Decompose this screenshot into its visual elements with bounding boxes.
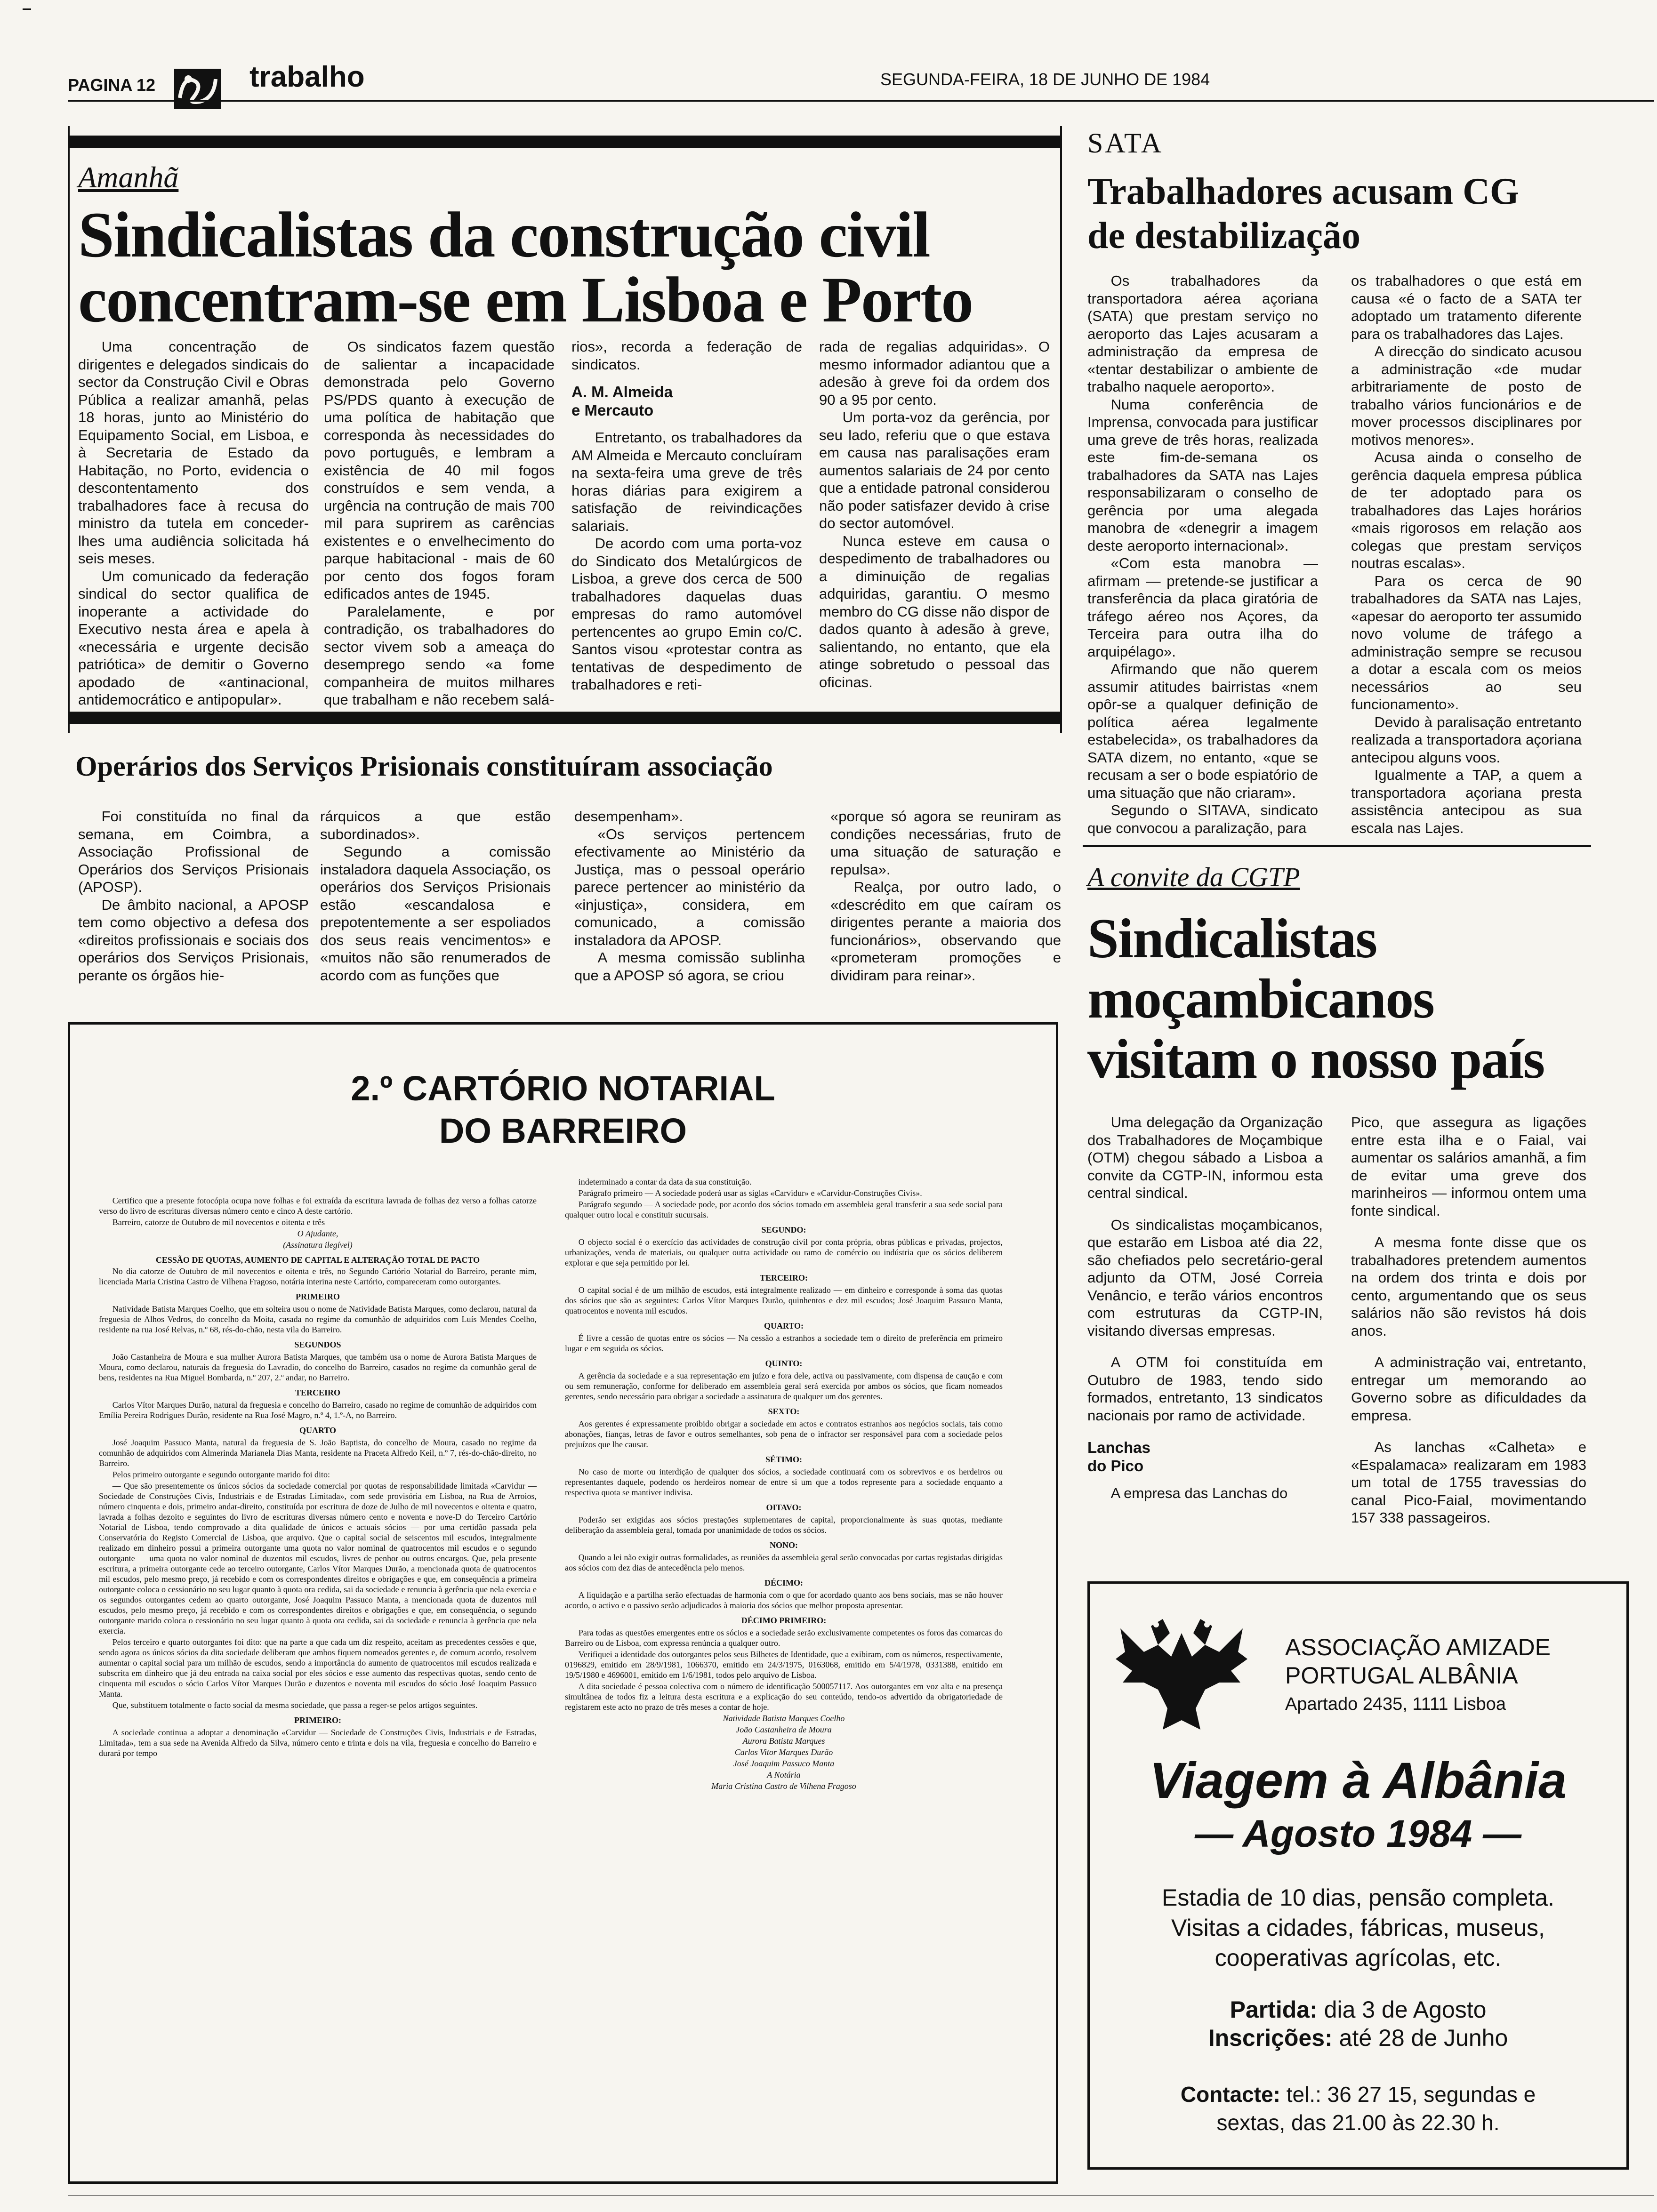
- notary-paragraph: Aurora Batista Marques: [742, 1736, 825, 1746]
- notary-paragraph: DÉCIMO PRIMEIRO:: [741, 1616, 827, 1625]
- main-headline-line-2: concentram-se em Lisboa e Porto: [78, 264, 973, 336]
- notary-paragraph: Aos gerentes é expressamente proibido obrigar a sociedade em actos e contratos estranhos aos negócios sociais, tais como abonações, fianças, letras de favor e outros semelhantes, sob pena de o infractor ser responsável para com a sociedade pelos prejuízos que lhe causar.: [565, 1419, 1003, 1449]
- notary-paragraph: No dia catorze de Outubro de mil novecentos e oitenta e três, no Segundo Cartório Notarial do Barreiro, perante mim, licenciada Maria Cristina Castro de Vilhena Fragoso, notária interina neste Cartório, compareceram como outorgantes.: [99, 1266, 537, 1286]
- prison-col-3: desempenham». «Os serviços pertencem efectivamente ao Ministério da Justiça, mas o pessoal operário parece pertencer ao ministério da «injustiça», considera, em comunicado, a comissão instaladora da APOSP. A mesma comissão sublinha que a APOSP só agora, se criou: [574, 808, 805, 984]
- prison-article-headline: Operários dos Serviços Prisionais constituíram associação: [75, 751, 773, 782]
- header-rule: [68, 100, 1654, 102]
- notary-paragraph: SEXTO:: [768, 1407, 800, 1416]
- notary-paragraph: Pelos terceiro e quarto outorgantes foi dito: que na parte a que cada um diz respeito, aceitam as precedentes cessões e que, sendo agora os únicos sócios da dita sociedade deliberam que ambos fiquem nomeados gerentes e, de comum acordo, resolvem aumentar o capital social para um milhão de escudos, sendo a importância do aumento de quatrocentos mil escudos realizada e subscrita em dinheiro que já deu entrada na caixa social por eles sócios e esse aumento das respectivas quotas, sendo cento de cinquenta mil escudos o sócio Carlos Vítor Marques Durão e duzentos e noventa mil escudos do sócio José Joaquim Passuco Manta.: [99, 1637, 537, 1699]
- notary-paragraph: A liquidação e a partilha serão efectuadas de harmonia com o que for acordado quanto aos bens sociais, mas se não houver acordo, o activo e o passivo serão adjudicados à maioria dos sócios que melhor proposta apresentar.: [565, 1590, 1003, 1610]
- notary-col-1: [99, 1195, 537, 1759]
- section-title: trabalho: [249, 61, 365, 93]
- notary-paragraph: Verifiquei a identidade dos outorgantes pelos seus Bilhetes de Identidade, que a exibiram, com os números, respectivamente, 0196829, emitido em 28/9/1981, 1066370, emitido em 24/3/1975, 0163068, emitido em 5/4/1978, 0331388, emitido em 19/5/1980 e 4696001, emitido em 1/6/1981, todos pelo arquivo de Lisboa.: [565, 1650, 1003, 1680]
- main-article-kicker: Amanhã: [78, 160, 179, 194]
- notary-paragraph: O objecto social é o exercício das actividades de construção civil por conta própria, obras públicas e privadas, projectos, urbanizações, venda de materiais, ou qualquer outra actividade ou ramo de comércio ou indústria que os sócios deliberem explorar e que seja permitido por lei.: [565, 1237, 1003, 1267]
- notary-paragraph: SEGUNDOS: [294, 1340, 341, 1349]
- notary-paragraph: SÉTIMO:: [765, 1455, 802, 1464]
- cgtp-col-1: Uma delegação da Organização dos Trabalhadores de Moçambique (OTM) chegou sábado a Lisboa a convite da CGTP-IN, informou esta central sindical. Os sindicalistas moçambicanos, que estarão em Lisboa até dia 22, são chefiados pelo secretário-geral adjunto da OTM, José Correia Venâncio, e terão vários encontros com estruturas da CGTP-IN, visitando diversas empresas. A OTM foi constituída em Outubro de 1983, tendo sido formados, entretanto, 13 sindicatos nacionais por ramo de actividade. Lanchas do Pico A empresa das Lanchas do: [1087, 1114, 1323, 1501]
- sata-headline: Trabalhadores acusam CG de destabilização: [1087, 171, 1520, 256]
- header-date: SEGUNDA-FEIRA, 18 DE JUNHO DE 1984: [880, 70, 1210, 89]
- ad-headline: Viagem à Albânia: [1149, 1752, 1567, 1809]
- notary-paragraph: TERCEIRO:: [759, 1273, 808, 1282]
- main-article-col-4: rada de regalias adquiridas». O mesmo informador adiantou que a adesão à greve foi da ordem dos 90 a 95 por cento. Um porta-voz da gerência, por seu lado, referiu que o que estava em causa nas paralisações eram aumentos salariais de 24 por cento que a entidade patronal considerou não poder satisfazer devido à crise do sector automóvel. Nunca esteve em causa o despedimento de trabalhadores ou a diminuição de regalias adquiridas, garantiu. O mesmo membro do CG disse não dispor de dados quanto à adesão à greve, salientando, no entanto, que ela atinge sobretudo o pessoal das oficinas.: [819, 338, 1050, 690]
- notary-paragraph: QUINTO:: [765, 1359, 803, 1368]
- notary-paragraph: É livre a cessão de quotas entre os sócios — Na cessão a estranhos a sociedade tem o direito de preferência em primeiro lugar e em seguida os sócios.: [565, 1333, 1003, 1353]
- ad-subheadline: — Agosto 1984 —: [1194, 1812, 1522, 1855]
- cgtp-col-2: Pico, que assegura as ligações entre esta ilha e o Faial, vai aumentar os salários amanhã, a fim de evitar uma greve dos marinheiros — informou ontem uma fonte sindical. A mesma fonte disse que os trabalhadores pretendem aumentos na ordem dos trinta e dois por cento, argumentando que os seus salários não são revistos há dois anos. A administração vai, entretanto, entregar um memorando ao Governo sobre as dificuldades da empresa. As lanchas «Calheta» e «Espalamaca» realizaram em 1983 um total de 1755 travessias do canal Pico-Faial, movimentando 157 338 passageiros.: [1351, 1114, 1586, 1526]
- notary-paragraph: Natividade Batista Marques Coelho, que em solteira usou o nome de Natividade Batista Marques, como declarou, natural da freguesia de Alhos Vedros, do concelho da Moita, casada no regime da comunhão de adquiridos com Luís Mendes Coelho, residente na rua José Relvas, n.º 68, rés-do-chão, nesta vila do Barreiro.: [99, 1304, 537, 1334]
- ad-details: Estadia de 10 dias, pensão completa. Visitas a cidades, fábricas, museus, cooperativas agrícolas, etc.: [1162, 1884, 1554, 1971]
- notary-paragraph: Carlos Vítor Marques Durão, natural da freguesia e concelho do Barreiro, casado no regime de comunhão de adquiridos com Emília Pereira Rodrigues Durão, residente na Rua José Magro, n.º 4, 1.º-A, no Barreiro.: [99, 1400, 537, 1420]
- double-headed-eagle-icon: [1111, 1600, 1252, 1741]
- main-article-col-2: Os sindicatos fazem questão de salientar a incapacidade demonstrada pelo Governo PS/PDS quanto à execução de uma política de habitação que corresponda às necessidades do povo português, e lembram a existência de 40 mil fogos construídos e sem venda, a urgência na contrução de mais 700 mil para suprirem as carências existentes e o envelhecimento do parque habitacional - mais de 60 por cento dos fogos foram edificados antes de 1945. Paralelamente, e por contradição, os trabalhadores do sector vivem sob a ameaça do desemprego sendo «a fome companheira de muitos milhares que trabalham e não recebem salá-: [324, 338, 555, 708]
- ad-address: Apartado 2435, 1111 Lisboa: [1285, 1694, 1506, 1714]
- sata-kicker: SATA: [1087, 128, 1164, 159]
- notary-paragraph: (Assinatura ilegível): [283, 1240, 353, 1250]
- notary-paragraph: Maria Cristina Castro de Vilhena Fragoso: [711, 1781, 856, 1791]
- notary-paragraph: João Castanheira de Moura e sua mulher Aurora Batista Marques, que também usa o nome de Aurora Batista Marques de Moura, como declarou, naturais da freguesia do Lavradio, do concelho do Barreiro, casados no regime da comunhão geral de bens, residentes na Rua Miguel Bombarda, n.º 207, 2.º andar, no Barreiro.: [99, 1352, 537, 1382]
- notary-paragraph: Pelos primeiro outorgante e segundo outorgante marido foi dito:: [112, 1470, 330, 1479]
- notary-paragraph: SEGUNDO:: [761, 1225, 806, 1234]
- notary-paragraph: Certifico que a presente fotocópia ocupa nove folhas e foi extraída da escritura lavrada de folhas dez verso a folhas catorze verso do livro de escrituras diversas número cento e cinco A deste cartório.: [99, 1196, 537, 1216]
- sata-col-1: Os trabalhadores da transportadora aérea açoriana (SATA) que prestam serviço no aeroporto das Lajes acusaram a administração da empresa de «tentar destabilizar o ambiente de trabalho naquele aeroporto». Numa conferência de Imprensa, convocada para justificar uma greve de três horas, realizada este fim-de-semana os trabalhadores da SATA nas Lajes responsabilizaram o conselho de gerência por uma alegada manobra de «denegrir a imagem deste aeroporto internacional». «Com esta manobra — afirmam — pretende-se justificar a transferência da placa giratória de tráfego aéreo nos Açores, da Terceira para outra ilha do arquipélago». Afirmando que não querem assumir atitudes bairristas «nem opôr-se a qualquer definição de política aérea legalmente estabelecida», os trabalhadores da SATA dizem, no entanto, «que se recusam a ser o bode espiatório de uma situação que não criaram». Segundo o SITAVA, sindicato que convocou a paralização, para: [1087, 272, 1318, 836]
- sata-col-2: os trabalhadores o que está em causa «é o facto de a SATA ter adoptado um tratamento diferente para os trabalhadores das Lajes. A direcção do sindicato acusou a administração «de mudar arbitrariamente de posto de trabalho vários funcionários e de mover processos disciplinares por motivos menores». Acusa ainda o conselho de gerência daquela empresa pública de ter adoptado para os trabalhadores das Lajes horários «mais rigorosos em relação aos colegas que prestam serviços noutras escalas». Para os cerca de 90 trabalhadores da SATA nas Lajes, «apesar do aeroporto ter assumido novo volume de tráfego a administração sempre se recusou a dotar a escala com os meios necessários ao seu funcionamento». Devido à paralisação entretanto realizada a transportadora açoriana antecipou alguns voos. Igualmente a TAP, a quem a transportadora açoriana presta assistência antecipou as sua escala nas Lajes.: [1351, 272, 1582, 836]
- ad-dates: Partida: dia 3 de Agosto Inscrições: até 28 de Junho: [1208, 1996, 1508, 2051]
- notary-paragraph: PRIMEIRO:: [294, 1715, 341, 1725]
- notary-paragraph: A gerência da sociedade e a sua representação em juízo e fora dele, activa ou passivamente, com dispensa de caução e com ou sem remuneração, conforme for deliberado em assembleia geral será exercida por ambos os sócios, que ficam nomeados gerentes, sendo necessário para obrigar a sociedade a assinatura de qualquer um dos gerentes.: [565, 1371, 1003, 1401]
- prison-col-4: «porque só agora se reuniram as condições necessárias, fruto de uma situação de saturação e repulsa». Realça, por outro lado, o «descrédito em que caíram os dirigentes perante a maioria dos funcionários», observando que «prometeram promoções e dividiram para reinar».: [830, 808, 1061, 984]
- ad-organisation: ASSOCIAÇÃO AMIZADE PORTUGAL ALBÂNIA: [1285, 1634, 1551, 1689]
- prison-col-2: rárquicos a que estão subordinados». Segundo a comissão instaladora daquela Associação, os operários dos Serviços Prisionais estão «escandalosa e prepotentemente a ser espoliados dos seus reais vencimentos» e «muitos não são renumerados de acordo com as funções que: [320, 808, 551, 984]
- notary-paragraph: — Que são presentemente os únicos sócios da sociedade comercial por quotas de responsabilidade limitada «Carvidur — Sociedade de Construções Civis, Industriais e de Estradas Limitada», com sede provisória em Lisboa, na Rua de Arroios, número cinquenta e dois, primeiro andar-direito, constituída por escritura de doze de Julho de mil novecentos e oitenta e quatro, lavrada a folhas dezoito e seguintes do livro de escrituras diversas número cento e noventa e nove-D do Terceiro Cartório Notarial de Lisboa, tendo comprovado a dita qualidade de únicos e actuais sócios — por uma certidão passada pela Conservatória do Registo Comercial de Lisboa, que arquivo. Que o capital social de seiscentos mil escudos, integralmente realizado em dinheiro possui a primeira outorgante uma quota no valor nominal de quatrocentos mil escudos e o segundo outorgante — uma quota no valor nominal de duzentos mil escudos, livres de penhor ou outros encargos. Que, pela presente escritura, a primeira outorgante cede ao terceiro outorgante, Carlos Vítor Marques Durão, a mencionada quota de quatrocentos mil escudos, pelo mesmo preço, já recebido e com os correspondentes direitos e obrigações e que, em consequência a primeira outorgante coloca o cessionário no seu lugar quanto à quota ora cedida, sai da sociedade e renuncia à gerência que nela exercia e os segundos outorgantes cedem ao quarto outorgante, José Joaquim Passuco Manta, a mencionada quota de duzentos mil escudos, pelo mesmo preço, já recebido e com os correspondentes direitos e obrigações e que, em consequência, o segundo outorgante marido coloca o cessionário no seu lugar quanto à quota ora cedida, sai da sociedade e renuncia à gerência que nela exercia.: [99, 1481, 537, 1635]
- notary-paragraph: OITAVO:: [766, 1503, 802, 1512]
- main-article-col-1: Uma concentração de dirigentes e delegados sindicais do sector da Construção Civil e Obras Pública a realizar amanhã, pelas 18 horas, junto ao Ministério do Equipamento Social, em Lisboa, e à Secretaria de Estado da Habitação, no Porto, evidencia o descontentamento dos trabalhadores face à recusa do ministro da tutela em conceder-lhes uma audiência solicitada há seis meses. Um comunicado da federação sindical do sector qualifica de inoperante a actividade do Executivo nesta área e apela à «necessária e urgente decisão patriótica» de demitir o Governo apodado de «antinacional, antidemocrático e antipopular».: [78, 338, 309, 708]
- sata-divider: [1083, 845, 1591, 847]
- notary-paragraph: Parágrafo primeiro — A sociedade poderá usar as siglas «Carvidur» e «Carvidur-Construções Civis».: [578, 1188, 922, 1198]
- notary-col-2: [565, 1177, 1003, 1792]
- prison-col-1: Foi constituída no final da semana, em Coimbra, a Associação Profissional de Operários dos Serviços Prisionais (APOSP). De âmbito nacional, a APOSP tem como objectivo a defesa dos «direitos profissionais e sociais dos operários dos Serviços Prisionais, perante os órgãos hie-: [78, 808, 309, 984]
- notary-paragraph: Barreiro, catorze de Outubro de mil novecentos e oitenta e três: [112, 1218, 325, 1227]
- notary-paragraph: José Joaquim Passuco Manta, natural da freguesia de S. João Baptista, do concelho de Moura, casado no regime da comunhão de adquiridos com Almerinda Marianela Dias Manta, residente na Praceta Alfredo Keil, n.º 7, rés-do-chão-direito, no Barreiro.: [99, 1438, 537, 1468]
- bottom-rule: [68, 2195, 1654, 2196]
- notary-paragraph: PRIMEIRO: [296, 1292, 340, 1301]
- corner-mark: [23, 8, 31, 10]
- notary-paragraph: CESSÃO DE QUOTAS, AUMENTO DE CAPITAL E ALTERAÇÃO TOTAL DE PACTO: [155, 1255, 480, 1265]
- cgtp-kicker: A convite da CGTP: [1087, 862, 1300, 892]
- notary-paragraph: Natividade Batista Marques Coelho: [723, 1714, 845, 1723]
- notary-paragraph: No caso de morte ou interdição de qualquer dos sócios, a sociedade continuará com os sobrevivos e os herdeiros ou representantes daquele, podendo os herdeiros nomear de entre si um que a todos represente para a sociedade enquanto a respectiva quota se mantiver indivisa.: [565, 1467, 1003, 1497]
- notary-paragraph: A dita sociedade é pessoa colectiva com o número de identificação 500057117. Aos outorgantes em voz alta e na presença simultânea de todos fiz a leitura desta escritura e a explicação do seu conteúdo, tendo-os advertido da obrigatoriedade de registarem este acto no prazo de três meses a contar de hoje.: [565, 1682, 1003, 1712]
- notary-paragraph: Poderão ser exigidas aos sócios prestações suplementares de capital, proporcionalmente às suas quotas, mediante deliberação da assembleia geral, tomada por unanimidade de todos os sócios.: [565, 1515, 1003, 1535]
- section-logo-icon: [174, 65, 221, 112]
- notary-paragraph: A Notária: [767, 1770, 801, 1779]
- notary-paragraph: João Castanheira de Moura: [736, 1725, 832, 1734]
- notary-title: 2.º CARTÓRIO NOTARIAL DO BARREIRO: [351, 1069, 775, 1150]
- ad-contact: Contacte: tel.: 36 27 15, segundas e sextas, das 21.00 às 22.30 h.: [1180, 2082, 1536, 2135]
- notary-paragraph: Carlos Vitor Marques Durão: [734, 1747, 833, 1757]
- main-headline-line-1: Sindicalistas da construção civil: [78, 199, 930, 271]
- notary-paragraph: José Joaquim Passuco Manta: [733, 1759, 835, 1768]
- main-article-top-bar: [68, 136, 1062, 148]
- notary-paragraph: Para todas as questões emergentes entre os sócios e a sociedade serão exclusivamente competentes os foros das comarcas do Barreiro ou de Lisboa, com expressa renúncia a qualquer outro.: [565, 1628, 1003, 1648]
- notary-paragraph: NONO:: [770, 1540, 798, 1550]
- notary-paragraph: Parágrafo segundo — A sociedade pode, por acordo dos sócios tomado em assembleia geral transferir a sua sede social para qualquer outro local e constituir sucursais.: [565, 1200, 1003, 1219]
- notary-paragraph: O capital social é de um milhão de escudos, está integralmente realizado — em dinheiro e corresponde à soma das quotas dos sócios que são as seguintes: Carlos Vítor Marques Durão, quinhentos e dez mil escudos; José Joaquim Passuco Manta, quatrocentos e noventa mil escudos.: [565, 1285, 1003, 1315]
- main-article-col-3: rios», recorda a federação de sindicatos. A. M. Almeida e Mercauto Entretanto, os trabalhadores da AM Almeida e Mercauto concluíram na sexta-feira uma greve de três horas diárias para exigirem a satisfação de reivindicações salariais. De acordo com uma porta-voz do Sindicato dos Metalúrgicos de Lisboa, a greve dos cerca de 500 trabalhadores daquelas duas empresas do ramo automóvel pertencentes ao grupo Emin co/C. Santos visou «protestar contra as tentativas de despedimento de trabalhadores e reti-: [571, 338, 802, 693]
- notary-paragraph: Que, substituem totalmente o facto social da mesma sociedade, que passa a reger-se pelos artigos seguintes.: [112, 1700, 478, 1710]
- notary-paragraph: QUARTO: [299, 1426, 337, 1435]
- cgtp-headline: Sindicalistas moçambicanos visitam o nosso país: [1087, 907, 1544, 1090]
- subhead-lanchas: Lanchas do Pico: [1087, 1439, 1150, 1475]
- notary-paragraph: Quando a lei não exigir outras formalidades, as reuniões da assembleia geral serão convocadas por cartas registadas dirigidas aos sócios com dez dias de antecedência pelo menos.: [565, 1553, 1003, 1572]
- main-article-bottom-bar: [68, 712, 1062, 724]
- main-article-headline: [78, 199, 1053, 336]
- notary-paragraph: O Ajudante,: [297, 1229, 338, 1238]
- notary-paragraph: indeterminado a contar da data da sua constituição.: [578, 1177, 752, 1186]
- subhead-almeida: A. M. Almeida e Mercauto: [571, 383, 673, 419]
- notary-paragraph: QUARTO:: [764, 1321, 804, 1330]
- page-number: PAGINA 12: [68, 75, 156, 95]
- notary-paragraph: A sociedade continua a adoptar a denominação «Carvidur — Sociedade de Construções Civis, Industriais e de Estradas, Limitada», tem a sua sede na Avenida Alfredo da Silva, número cento e trinta e dois na vila, freguesia e concelho do Barreiro e durará por tempo: [99, 1728, 537, 1758]
- notary-paragraph: DÉCIMO:: [764, 1578, 803, 1587]
- notary-paragraph: TERCEIRO: [295, 1388, 341, 1397]
